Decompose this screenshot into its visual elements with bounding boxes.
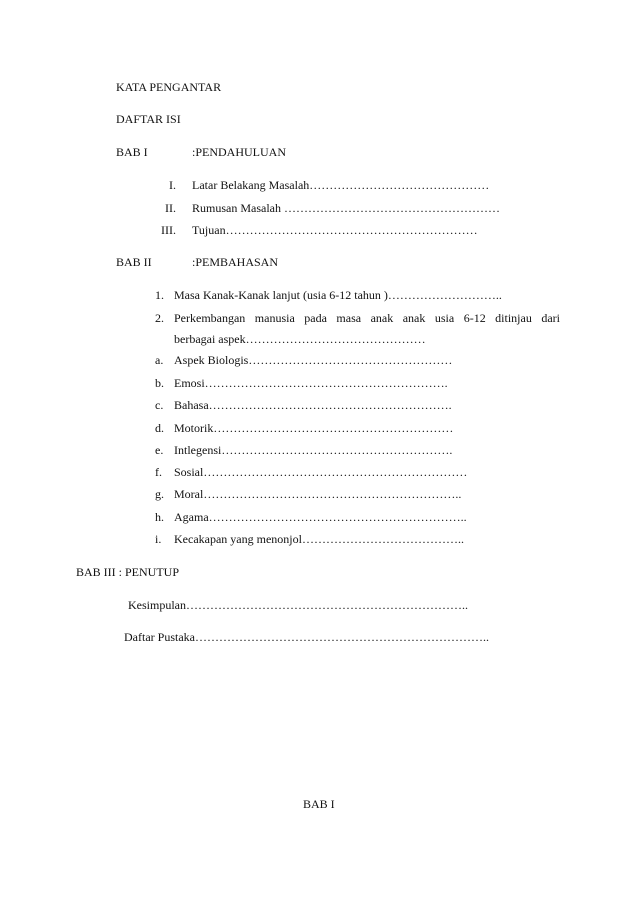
bab2-numbered-continuation: berbagai aspek……………………………………… xyxy=(174,332,426,346)
bab2-lettered-num: g. xyxy=(155,487,164,501)
bab2-title: :PEMBAHASAN xyxy=(192,255,279,269)
bab2-lettered-num: f. xyxy=(155,465,162,479)
bab1-item-text: Latar Belakang Masalah……………………………………… xyxy=(192,178,490,192)
bab2-lettered-text: Aspek Biologis…………………………………………… xyxy=(174,353,453,367)
bab2-lettered-text: Moral……………………………………………………….. xyxy=(174,487,462,501)
bab2-lettered-text: Bahasa……………………………………………………. xyxy=(174,398,452,412)
bab2-lettered-num: c. xyxy=(155,398,164,412)
bab1-item-text: Tujuan……………………………………………………… xyxy=(192,223,478,237)
bab2-label: BAB II xyxy=(116,255,152,269)
bab1-item-text: Rumusan Masalah ……………………………………………… xyxy=(192,201,500,215)
bab2-lettered-text: Sosial………………………………………………………… xyxy=(174,465,468,479)
bab2-lettered-text: Intlegensi…………………………………………………. xyxy=(174,443,453,457)
bab2-numbered-num: 1. xyxy=(155,288,164,302)
bab1-item-num: II. xyxy=(165,201,176,215)
bab2-numbered-text: Masa Kanak-Kanak lanjut (usia 6-12 tahun )……………………….. xyxy=(174,288,502,302)
bab1-item-num: I. xyxy=(169,178,176,192)
bab3-item: Daftar Pustaka……………………………………………………………….. xyxy=(124,630,489,644)
toc-daftar-isi: DAFTAR ISI xyxy=(116,112,181,126)
bab2-lettered-text: Motorik…………………………………………………… xyxy=(174,421,454,435)
bab2-lettered-text: Emosi……………………………………………………. xyxy=(174,376,448,390)
bab2-lettered-text: Agama……………………………………………………….. xyxy=(174,510,467,524)
bab2-lettered-num: i. xyxy=(155,532,162,546)
bab2-lettered-text: Kecakapan yang menonjol………………………………….. xyxy=(174,532,464,546)
bab2-lettered-num: b. xyxy=(155,376,164,390)
bab2-numbered-num: 2. xyxy=(155,311,164,325)
bab1-item-num: III. xyxy=(161,223,176,237)
bab3-item: Kesimpulan…………………………………………………………….. xyxy=(128,598,468,612)
bab1-label: BAB I xyxy=(116,145,148,159)
bab2-lettered-num: e. xyxy=(155,443,164,457)
bab3-label: BAB III : PENUTUP xyxy=(76,565,180,579)
toc-kata-pengantar: KATA PENGANTAR xyxy=(116,80,222,94)
bab2-lettered-num: a. xyxy=(155,353,164,367)
bab2-lettered-num: d. xyxy=(155,421,164,435)
next-chapter-heading: BAB I xyxy=(303,797,335,811)
bab1-title: :PENDAHULUAN xyxy=(192,145,286,159)
bab2-numbered-text: Perkembangan manusia pada masa anak anak usia 6-12 ditinjau dari xyxy=(174,311,560,325)
bab2-lettered-num: h. xyxy=(155,510,164,524)
